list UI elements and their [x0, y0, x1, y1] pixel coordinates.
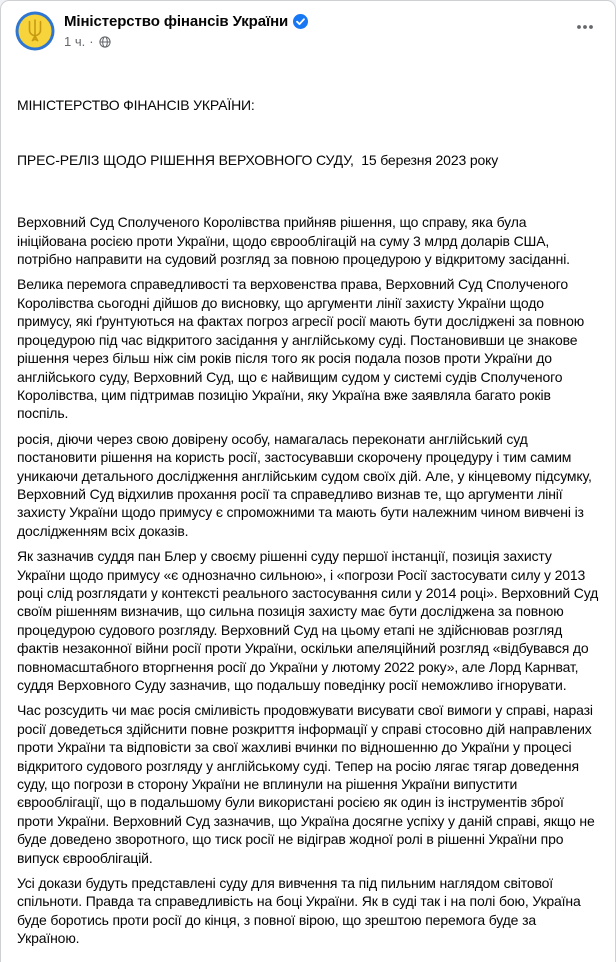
post-paragraph: Усі докази будуть представлені суду для вивчення та під пильним наглядом світової спільноти. Правда та справедливість на боці України. Як в суді так і на полі бою, Україна буде боротись проти росії до кінця, з повної вірою, що зрештою перемога буде за Україною.: [17, 875, 585, 947]
post-title: [17, 59, 599, 206]
page-name-link[interactable]: Міністерство фінансів України: [64, 13, 289, 30]
post-paragraph: росія, діючи через свою довірену особу, намагалась переконати англійський суд постановити рішення на користь росії, застосувавши скорочену процедуру і тим самим уникаючи детального дослідження англійським судом своїх дій. Але, у кінцевому підсумку, Верховний Суд відхилив прохання росії та справедливо визнав те, що аргументи лінії захисту України щодо примусу є спроможними та мають бути належним чином вивчені із дослідженням всіх доказів.: [17, 430, 596, 539]
name-row: [64, 12, 571, 31]
header-text: [64, 11, 571, 49]
ellipsis-icon: [575, 17, 595, 37]
post-body: [1, 53, 615, 962]
post-meta: [64, 34, 571, 49]
timestamp-link[interactable]: 1 ч.: [64, 34, 86, 49]
post-paragraph: Верховний Суд Сполученого Королівства прийняв рішення, що справу, яка була ініційована росією проти України, щодо єврооблігацій на суму 3 млрд доларів США, потрібно направити на судовий розгляд за повною процедурою у відкритому засіданні.: [17, 214, 570, 268]
verified-badge-icon: [293, 14, 308, 29]
post-paragraph: Час розсудить чи має росія сміливість продовжувати висувати свої вимоги у справі, наразі росії доведеться здійснити повне розкриття інформації у справі стосовно дій направлених проти України та відповісти за свої жахливі вчинки по відношенню до України у процесі відкритого судового розгляду у англійському суді. Тепер на росію лягає тягар доведення суду, що погрози в сторону України не вплинули на рішення України випустити єврооблігації, що в подальшому були використані росією як один із інструментів зброї проти України. Верховний Суд зазначив, що Україна досягне успіху у даній справі, якщо не буде доведено зворотного, що тиск росії не відіграв жодної ролі в рішенні України про випуск єврооблігацій.: [17, 702, 599, 866]
post-paragraph: Велика перемога справедливості та верховенства права, Верховний Суд Сполученого Королівства сьогодні дійшов до висновку, що аргументи лінії захисту України щодо примусу, які ґрунтуються на фактах погроз агресії росії мають бути досліджені за повною процедурою під час відкритого засідання у англійському суді. Постановивши це знакове рішення через більш ніж сім років після того як росія подала позов проти України до англійського суду, Верховний Суд, що є найвищим судом у системі судів Сполученого Королівства, цим підтримав позицію України, яку Україна вже заявляла багато років поспіль.: [17, 276, 588, 422]
avatar[interactable]: [15, 11, 55, 51]
ukraine-trident-emblem-icon: [15, 11, 55, 51]
meta-separator: ·: [89, 34, 94, 49]
post-header: [1, 1, 615, 53]
globe-public-icon: [99, 36, 111, 48]
post-title-line-1: МІНІСТЕРСТВО ФІНАНСІВ УКРАЇНИ:: [17, 96, 255, 113]
post-title-line-2: ПРЕС-РЕЛІЗ ЩОДО РІШЕННЯ ВЕРХОВНОГО СУДУ, 15 березня 2023 року: [17, 152, 499, 169]
post-paragraph: Як зазначив суддя пан Блер у своєму рішенні суду першої інстанції, позиція захисту України щодо примусу «є однозначно сильною», і «погрози Росії застосувати силу у 2013 році слід розглядати у контексті реального застосування сили у 2014 році». Верховний Суд своїм рішенням визначив, що сильна позиція захисту має бути досліджена за повною процедурою судового розгляду. Верховний Суд на цьому етапі не здійснював розгляд фактів незаконної війни росії проти України, оскільки апеляційний розгляд «відбувався до повномасштабного вторгнення росії до України у лютому 2022 року», але Лорд Карнват, суддя Верховного Суду зазначив, що подальшу поведінку росії неможливо ігнорувати.: [17, 548, 602, 693]
more-options-button[interactable]: [571, 11, 599, 43]
